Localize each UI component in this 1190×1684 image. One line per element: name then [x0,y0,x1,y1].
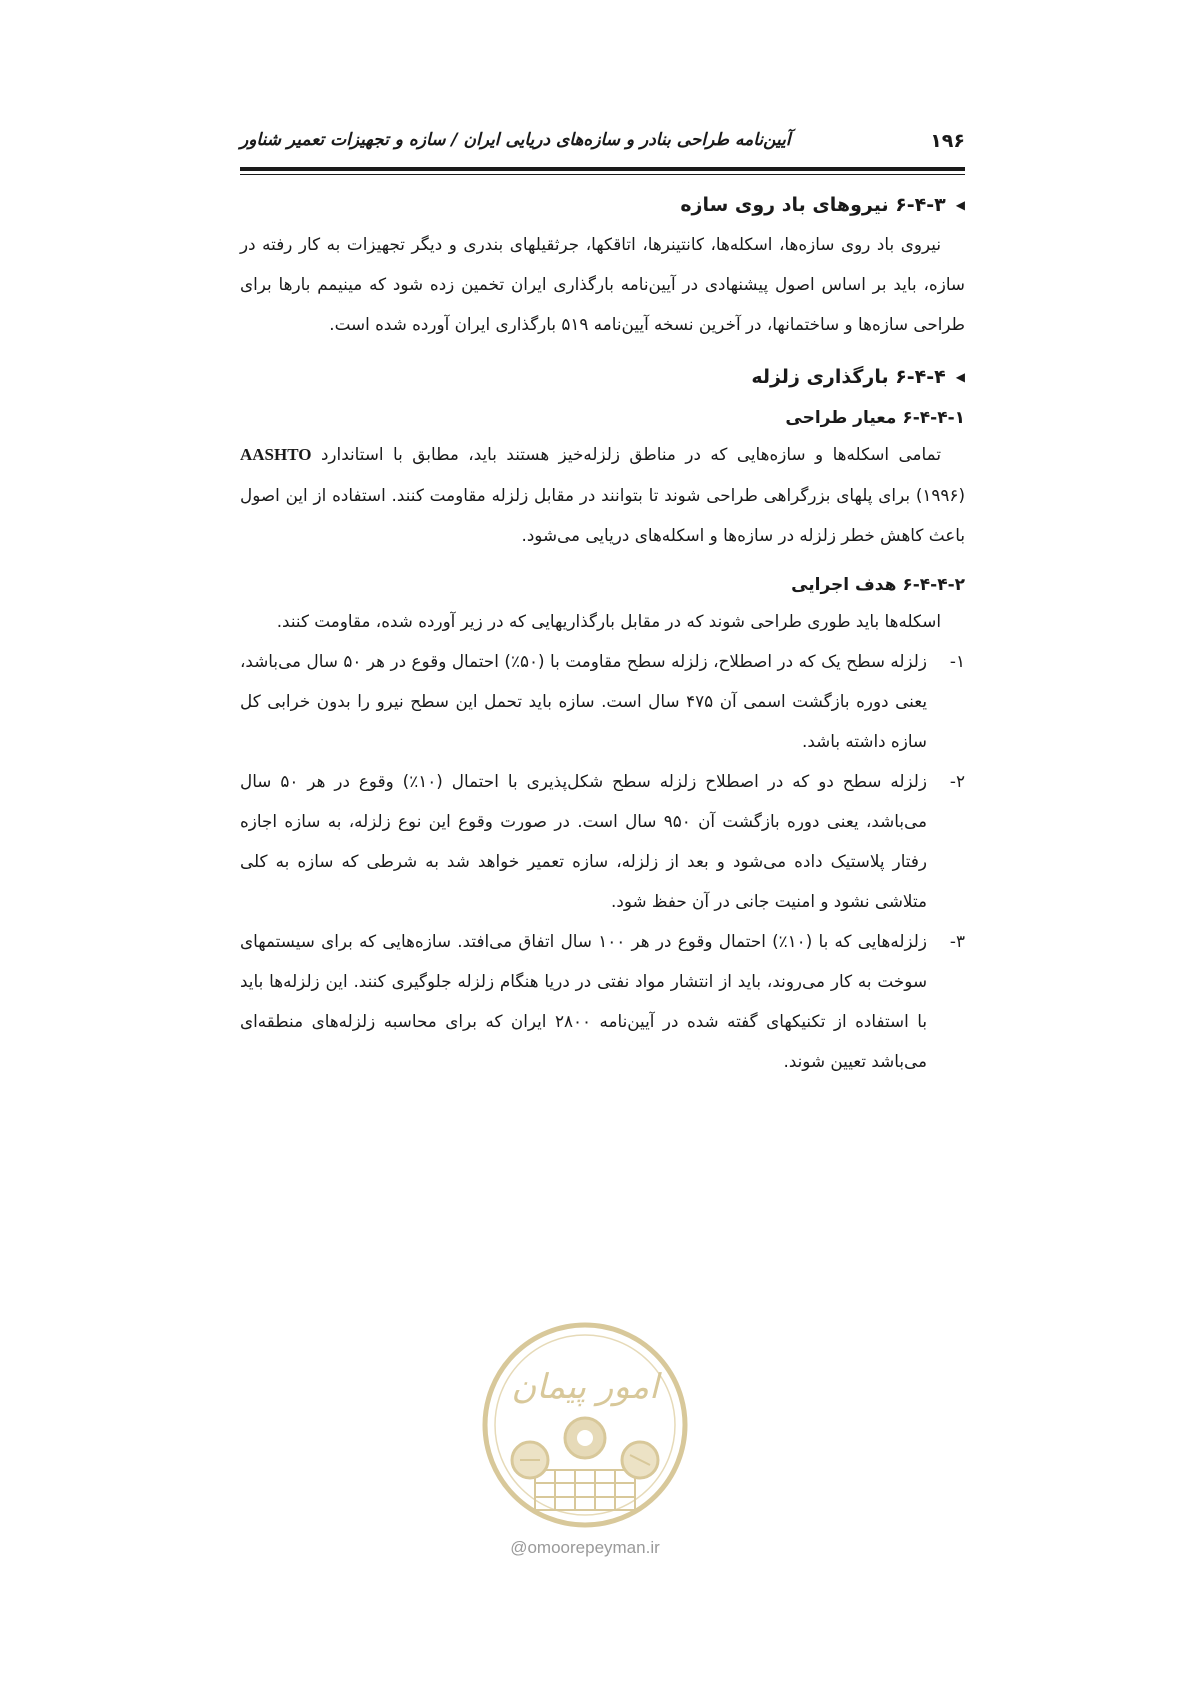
page-number: ۱۹۶ [930,130,965,152]
paragraph-text-end: (۱۹۹۶) برای پلهای بزرگراهی طراحی شوند تا بتوانند در مقابل زلزله مقاومت کنند. استفاده از این اصول باعث کاهش خطر زلزله در سازه‌ها و اسکله‌های دریایی می‌شود. [240,485,965,545]
list-item [240,641,965,761]
list-item-number: ۳- [949,931,965,951]
list-item [240,921,965,1081]
subheading-design-criteria: ۶-۴-۴-۱ معیار طراحی [785,408,965,428]
section-heading-text: ۶-۴-۳ نیروهای باد روی سازه [680,194,946,216]
section-heading-wind [240,194,965,216]
running-title: آیین‌نامه طراحی بنادر و سازه‌های دریایی ایران / سازه و تجهیزات تعمیر شناور [240,130,791,150]
performance-levels-list [240,641,965,1081]
list-item-number: ۲- [949,771,965,791]
subheading-performance-objective: ۶-۴-۴-۲ هدف اجرایی [791,575,965,595]
svg-text:امور پیمان: امور پیمان [511,1367,659,1407]
header-rule-thin [240,174,965,175]
list-item [240,761,965,921]
paragraph-performance-intro: اسکله‌ها باید طوری طراحی شوند که در مقابل بارگذاریهایی که در زیر آورده شده، مقاومت کنند. [276,611,941,631]
section-heading-text: ۶-۴-۴ بارگذاری زلزله [751,366,946,388]
watermark-text: @omoorepeyman.ir [510,1538,660,1557]
list-item-text: زلزله سطح یک که در اصطلاح، زلزله سطح مقاومت با (۵۰٪) احتمال وقوع در هر ۵۰ سال می‌باشد، یعنی دوره بازگشت اسمی آن ۴۷۵ سال است. سازه باید تحمل این سطح نیرو را بدون خرابی کل سازه داشته باشد. [240,651,927,751]
header-rule-thick [240,167,965,171]
list-item-text: زلزله سطح دو که در اصطلاح زلزله سطح شکل‌پذیری با احتمال (۱۰٪) وقوع در هر ۵۰ سال می‌باشد، یعنی دوره بازگشت آن ۹۵۰ سال است. در صورت وقوع این نوع زلزله، به سازه اجازه رفتار پلاستیک داده می‌شود و بعد از زلزله، سازه تعمیر خواهد شد به شرطی که سازه به کلی متلاشی نشود و امنیت جانی در آن حفظ شود. [240,771,927,911]
paragraph-wind: نیروی باد روی سازه‌ها، اسکله‌ها، کانتینرها، اتاقکها، جرثقیلهای بندری و دیگر تجهیزات به کار رفته در سازه، باید بر اساس اصول پیشنهادی در آیین‌نامه بارگذاری ایران تخمین زده شود که مینیمم بارها برای طراحی سازه‌ها و ساختمانها، در آخرین نسخه آیین‌نامه ۵۱۹ بارگذاری ایران آورده شده است. [240,234,965,334]
list-item-number: ۱- [949,651,965,671]
list-item-text: زلزله‌هایی که با (۱۰٪) احتمال وقوع در هر ۱۰۰ سال اتفاق می‌افتد. سازه‌هایی که برای سیستمهای سوخت به کار می‌روند، باید از انتشار مواد نفتی در دریا هنگام زلزله جلوگیری کنند. این زلزله‌ها باید با استفاده از تکنیکهای گفته شده در آیین‌نامه ۲۸۰۰ ایران که برای محاسبه زلزله‌های منطقه‌ای می‌باشد تعیین شوند. [240,931,927,1071]
paragraph-text-start: تمامی اسکله‌ها و سازه‌هایی که در مناطق زلزله‌خیز هستند باید، مطابق با استاندارد [311,444,941,464]
publisher-logo-icon [480,1320,690,1530]
section-heading-seismic [240,366,965,388]
paragraph-design-criteria [240,434,965,555]
page-content [240,180,965,1081]
bullet-triangle-icon: ◀ [955,198,965,212]
page-header [240,122,965,164]
standard-name: AASHTO [240,445,312,464]
bullet-triangle-icon: ◀ [955,370,965,384]
